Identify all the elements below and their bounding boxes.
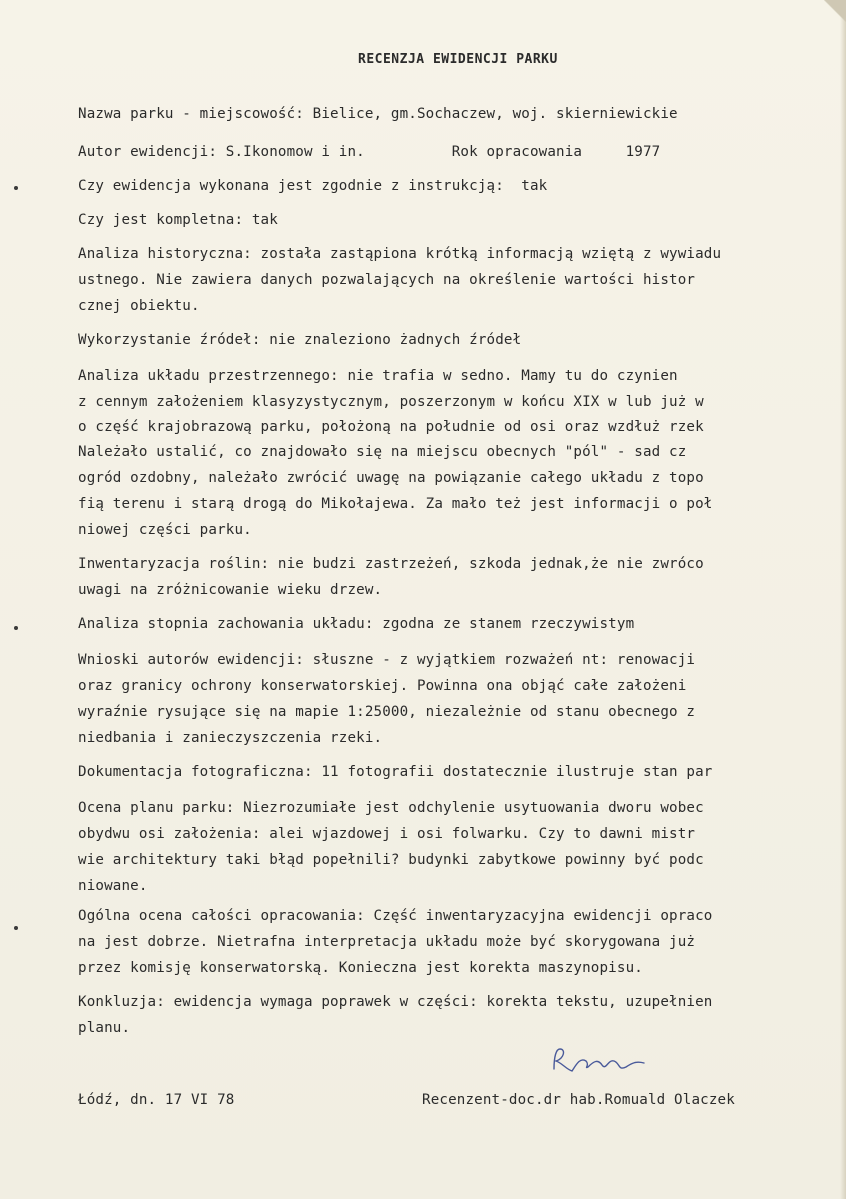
park-name-line: Nazwa parku - miejscowość: Bielice, gm.Sochaczew, woj. skierniewickie [78, 106, 678, 122]
conclusions-line: Wnioski autorów ewidencji: słuszne - z wyjątkiem rozważeń nt: renowacji [78, 652, 696, 668]
historical-analysis-line: ustnego. Nie zawiera danych pozwalających na określenie wartości histor [78, 272, 696, 288]
overall-evaluation-line: na jest dobrze. Nietrafna interpretacja układu może być skorygowana już [78, 934, 696, 950]
historical-analysis-line: cznej obiektu. [78, 298, 200, 314]
page-corner [824, 0, 846, 22]
instruction-line: Czy ewidencja wykonana jest zgodnie z instrukcją: tak [78, 178, 548, 194]
preservation-analysis-line: Analiza stopnia zachowania układu: zgodna ze stanem rzeczywistym [78, 616, 635, 632]
punch-hole-mark [14, 926, 18, 930]
punch-hole-mark [14, 186, 18, 190]
overall-evaluation-line: Ogólna ocena całości opracowania: Część inwentaryzacyjna ewidencji opraco [78, 908, 713, 924]
spatial-analysis-line: Należało ustalić, co znajdowało się na miejscu obecnych "pól" - sad cz [78, 444, 687, 460]
sources-line: Wykorzystanie źródeł: nie znaleziono żadnych źródeł [78, 332, 522, 348]
reviewer-name: Recenzent-doc.dr hab.Romuald Olaczek [422, 1092, 735, 1108]
plan-evaluation-line: obydwu osi założenia: alei wjazdowej i osi folwarku. Czy to dawni mistr [78, 826, 696, 842]
conclusion-line: Konkluzja: ewidencja wymaga poprawek w części: korekta tekstu, uzupełnien [78, 994, 713, 1010]
overall-evaluation-line: przez komisję konserwatorską. Konieczna jest korekta maszynopisu. [78, 960, 643, 976]
plan-evaluation-line: niowane. [78, 878, 148, 894]
conclusions-line: niedbania i zanieczyszczenia rzeki. [78, 730, 383, 746]
place-date: Łódź, dn. 17 VI 78 [78, 1092, 235, 1108]
spatial-analysis-line: ogród ozdobny, należało zwrócić uwagę na powiązanie całego układu z topo [78, 470, 704, 486]
spatial-analysis-line: z cennym założeniem klasyzystycznym, poszerzonym w końcu XIX w lub już w [78, 394, 704, 410]
conclusions-line: oraz granicy ochrony konserwatorskiej. Powinna ona objąć całe założeni [78, 678, 687, 694]
plan-evaluation-line: wie architektury taki błąd popełnili? budynki zabytkowe powinny być podc [78, 852, 704, 868]
plant-inventory-line: Inwentaryzacja roślin: nie budzi zastrzeżeń, szkoda jednak,że nie zwróco [78, 556, 704, 572]
completeness-line: Czy jest kompletna: tak [78, 212, 278, 228]
photo-documentation-line: Dokumentacja fotograficzna: 11 fotografii dostatecznie ilustruje stan par [78, 764, 713, 780]
author-line: Autor ewidencji: S.Ikonomow i in. Rok opracowania 1977 [78, 144, 661, 160]
spatial-analysis-line: niowej części parku. [78, 522, 252, 538]
handwritten-signature [548, 1043, 658, 1077]
punch-hole-mark [14, 626, 18, 630]
document-title: RECENZJA EWIDENCJI PARKU [358, 52, 558, 67]
plan-evaluation-line: Ocena planu parku: Niezrozumiałe jest odchylenie usytuowania dworu wobec [78, 800, 704, 816]
spatial-analysis-line: Analiza układu przestrzennego: nie trafia w sedno. Mamy tu do czynien [78, 368, 678, 384]
historical-analysis-line: Analiza historyczna: została zastąpiona krótką informacją wziętą z wywiadu [78, 246, 722, 262]
conclusion-line: planu. [78, 1020, 131, 1036]
conclusions-line: wyraźnie rysujące się na mapie 1:25000, niezależnie od stanu obecnego z [78, 704, 696, 720]
plant-inventory-line: uwagi na zróżnicowanie wieku drzew. [78, 582, 383, 598]
spatial-analysis-line: fią terenu i starą drogą do Mikołajewa. Za mało też jest informacji o poł [78, 496, 713, 512]
page-edge [840, 0, 846, 1199]
spatial-analysis-line: o część krajobrazową parku, położoną na południe od osi oraz wzdłuż rzek [78, 419, 704, 435]
